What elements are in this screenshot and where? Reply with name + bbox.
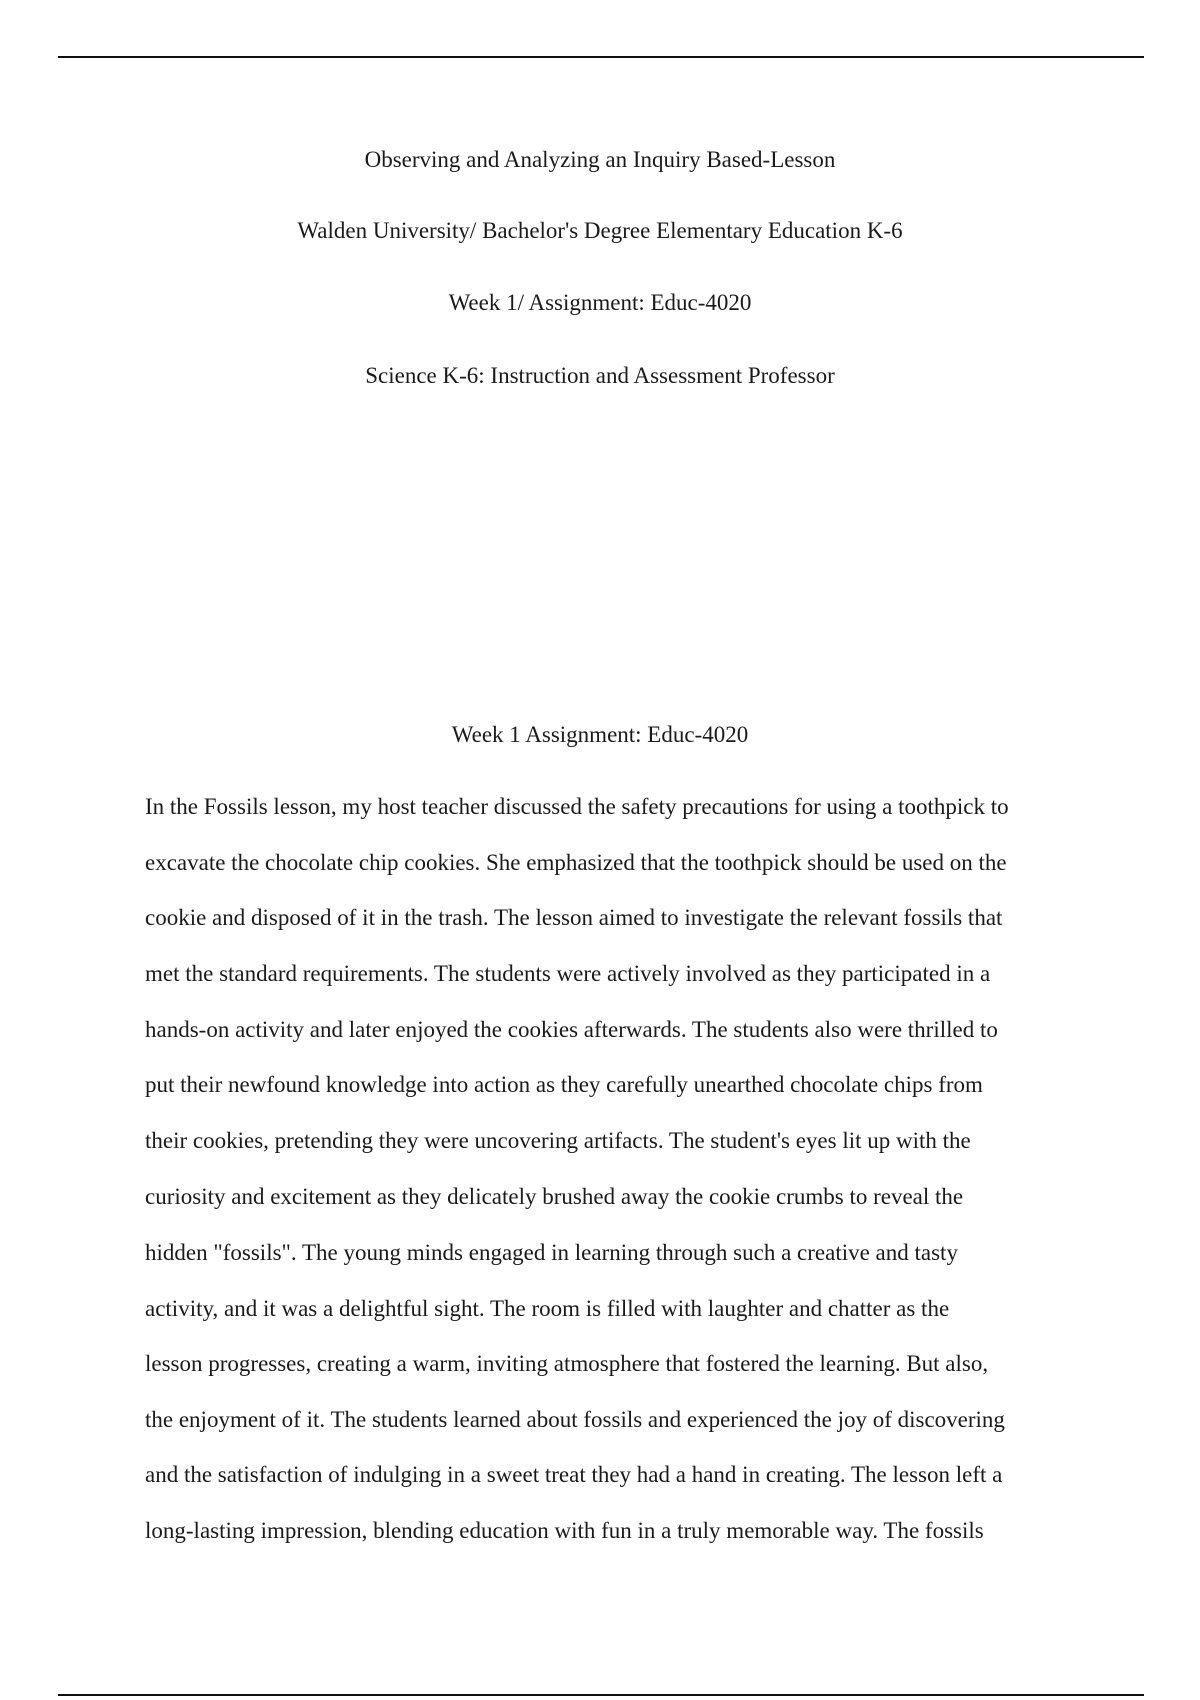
paragraph-line: met the standard requirements. The students were actively involved as they participated in a [145,961,991,986]
paragraph-line: hands-on activity and later enjoyed the cookies afterwards. The students also were thrilled to [145,1017,998,1042]
paragraph-line: excavate the chocolate chip cookies. She emphasized that the toothpick should be used on the [145,850,1007,875]
body-heading: Week 1 Assignment: Educ-4020 [451,722,749,747]
paragraph-line: In the Fossils lesson, my host teacher discussed the safety precautions for using a toothpick to [145,794,1009,819]
paragraph-line: long-lasting impression, blending education with fun in a truly memorable way. The fossils [145,1518,984,1543]
document-title: Observing and Analyzing an Inquiry Based-Lesson [364,147,836,172]
paragraph-line: hidden "fossils". The young minds engaged in learning through such a creative and tasty [145,1240,958,1265]
paragraph-line: their cookies, pretending they were uncovering artifacts. The student's eyes lit up with the [145,1128,971,1153]
paragraph-line: and the satisfaction of indulging in a sweet treat they had a hand in creating. The lesson left a [145,1462,1003,1487]
institution-line: Walden University/ Bachelor's Degree Elementary Education K-6 [297,218,903,243]
paragraph-line: activity, and it was a delightful sight. The room is filled with laughter and chatter as the [145,1296,950,1321]
paragraph-line: cookie and disposed of it in the trash. The lesson aimed to investigate the relevant fossils that [145,905,1003,930]
assignment-line: Week 1/ Assignment: Educ-4020 [448,290,752,315]
top-divider [58,56,1144,58]
course-line: Science K-6: Instruction and Assessment Professor [365,363,835,388]
paragraph-line: curiosity and excitement as they delicately brushed away the cookie crumbs to reveal the [145,1184,964,1209]
bottom-divider [58,1694,1144,1696]
paragraph-line: lesson progresses, creating a warm, inviting atmosphere that fostered the learning. But also, [145,1351,989,1376]
paragraph-line: the enjoyment of it. The students learned about fossils and experienced the joy of discovering [145,1407,1005,1432]
paragraph-line: put their newfound knowledge into action as they carefully unearthed chocolate chips from [145,1072,983,1097]
